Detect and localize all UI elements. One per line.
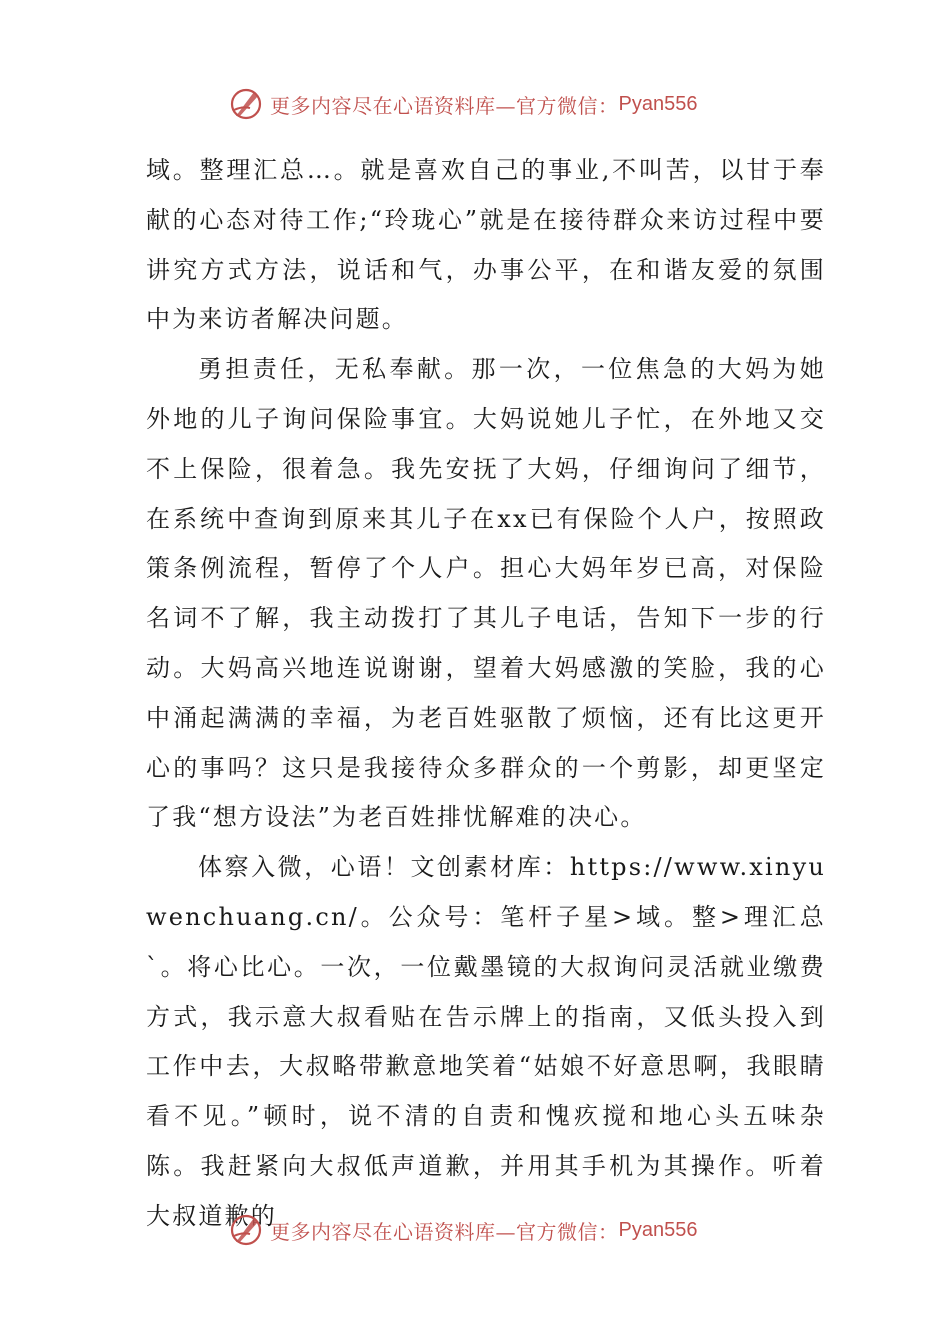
banner-text: 更多内容尽在心语资料库—官方微信： xyxy=(270,93,619,118)
wechat-id: Pyan556 xyxy=(618,1218,698,1241)
header-banner xyxy=(228,84,748,124)
document-body xyxy=(146,146,826,1242)
paragraph: 勇担责任，无私奉献。那一次，一位焦急的大妈为她外地的儿子询问保险事宜。大妈说她儿子忙，在外地又交不上保险，很着急。我先安抚了大妈，仔细询问了细节，在系统中查询到原来其儿子在xx已有保险个人户，按照政策条例流程，暂停了个人户。担心大妈年岁已高，对保险名词不了解，我主动拨打了其儿子电话，告知下一步的行动。大妈高兴地连说谢谢，望着大妈感激的笑脸，我的心中涌起满满的幸福，为老百姓驱散了烦恼，还有比这更开心的事吗？这只是我接待众多群众的一个剪影，却更坚定了我“想方设法”为老百姓排忧解难的决心。 xyxy=(146,355,826,832)
footer-banner xyxy=(228,1210,748,1250)
quill-logo-icon xyxy=(228,1212,264,1248)
wechat-id: Pyan556 xyxy=(618,92,698,115)
quill-logo-icon xyxy=(228,86,264,122)
paragraph: 域。整理汇总…。就是喜欢自己的事业,不叫苦，以甘于奉献的心态对待工作;“玲珑心”就是在接待群众来访过程中要讲究方式方法，说话和气，办事公平，在和谐友爱的氛围中为来访者解决问题。 xyxy=(146,156,826,334)
banner-text: 更多内容尽在心语资料库—官方微信： xyxy=(270,1219,619,1244)
paragraph: 体察入微，心语！文创素材库：https://www.xinyuwenchuang.cn/。公众号：笔杆子星>域。整>理汇总`。将心比心。一次，一位戴墨镜的大叔询问灵活就业缴费方式，我示意大叔看贴在告示牌上的指南，又低头投入到工作中去，大叔略带歉意地笑着“姑娘不好意思啊，我眼睛看不见。”顿时，说不清的自责和愧疚搅和地心头五味杂陈。我赶紧向大叔低声道歉，并用其手机为其操作。听着大叔道歉的 xyxy=(146,853,826,1230)
